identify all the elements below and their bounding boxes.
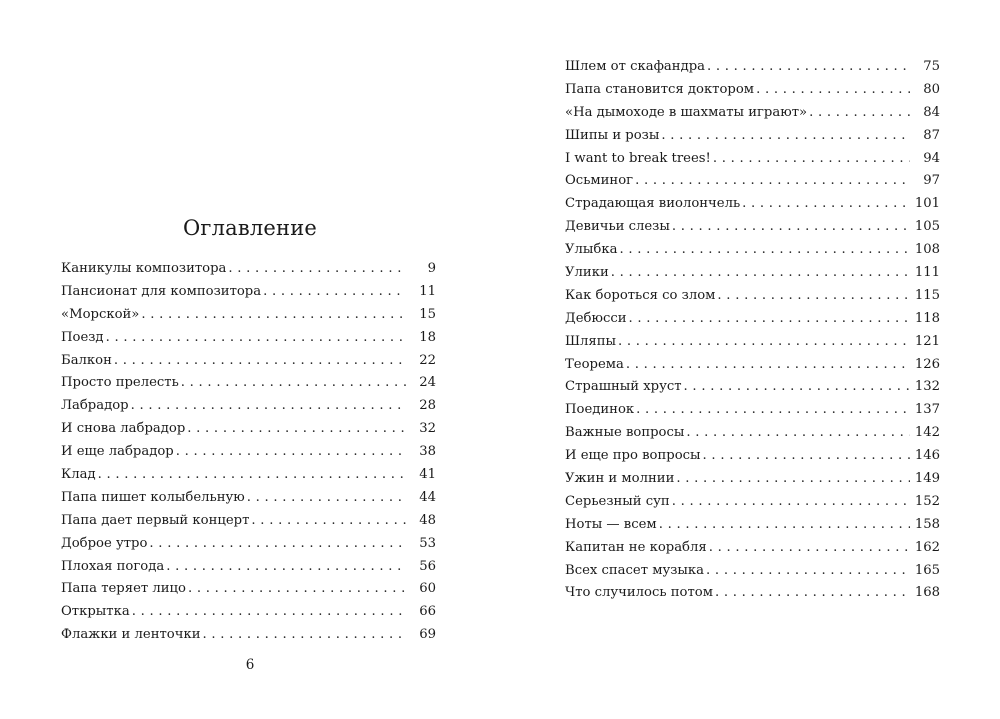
dot-leader [228, 258, 406, 281]
toc-entry [61, 578, 436, 601]
toc-entry-title: Теорема [565, 356, 624, 372]
toc-entry [61, 418, 436, 441]
toc-entry-title: Лабрадор [61, 398, 129, 414]
dot-leader [181, 372, 406, 395]
toc-entry-title: Шлем от скафандра [565, 59, 705, 74]
dot-leader [263, 281, 406, 304]
toc-entry [565, 422, 940, 445]
toc-entry-title: Флажки и ленточки [61, 627, 201, 643]
toc-entry [565, 491, 940, 514]
dot-leader [149, 533, 406, 556]
dot-leader [166, 556, 406, 579]
right-page [500, 0, 1000, 719]
toc-entry-title: И еще про вопросы [565, 448, 701, 464]
dot-leader [635, 170, 910, 193]
toc-entry [565, 125, 940, 148]
toc-entry-title: Осьминог [565, 173, 634, 189]
toc-entry-page-number: 56 [419, 558, 436, 574]
dot-leader [188, 578, 406, 601]
toc-entry-title: Доброе утро [61, 535, 148, 551]
toc-entry-title: Серьезный суп [565, 493, 670, 509]
dot-leader [636, 399, 910, 422]
toc-entry [61, 441, 436, 464]
toc-entry-title: Ноты — всем [565, 516, 657, 532]
toc-entry [565, 193, 940, 216]
toc-entry [565, 537, 940, 560]
toc-entry [565, 79, 940, 102]
toc-entry-title: Просто прелесть [61, 375, 179, 391]
dot-leader [611, 262, 910, 285]
toc-entry-page-number: 97 [923, 173, 940, 189]
dot-leader [684, 376, 910, 399]
toc-entry-title: Улики [565, 265, 609, 281]
toc-entry-page-number: 44 [419, 489, 436, 505]
toc-entry-title: Плохая погода [61, 558, 165, 574]
toc-entry [565, 239, 940, 262]
toc-entry-page-number: 165 [914, 562, 940, 578]
dot-leader [131, 395, 406, 418]
toc-entry-page-number: 168 [914, 585, 940, 601]
toc-entry-page-number: 66 [419, 604, 436, 620]
toc-entry-title: Капитан не корабля [565, 539, 707, 555]
toc-entry-title: Папа дает первый концерт [61, 512, 250, 528]
toc-entry-page-number: 48 [419, 512, 436, 528]
toc-entry [565, 308, 940, 331]
toc-entry [61, 350, 436, 373]
dot-leader [709, 537, 910, 560]
toc-entry-page-number: 18 [419, 329, 436, 345]
toc-list-right [565, 56, 940, 605]
toc-title: Оглавление [182, 216, 318, 240]
toc-entry [565, 354, 940, 377]
toc-entry [61, 624, 436, 647]
toc-entry-title: Каникулы композитора [61, 261, 227, 276]
toc-entry-page-number: 149 [914, 471, 940, 487]
toc-entry [565, 56, 940, 79]
toc-entry [61, 327, 436, 350]
toc-entry-title: «Морской» [61, 306, 140, 322]
toc-entry-title: «На дымоходе в шахматы играют» [565, 104, 808, 120]
toc-entry-page-number: 9 [427, 261, 436, 276]
toc-entry-page-number: 32 [419, 421, 436, 437]
toc-entry-page-number: 105 [914, 219, 940, 235]
toc-entry [61, 464, 436, 487]
toc-entry-page-number: 142 [914, 425, 940, 441]
dot-leader [132, 601, 406, 624]
dot-leader [251, 510, 406, 533]
toc-entry-title: Улыбка [565, 242, 618, 258]
toc-entry-page-number: 146 [914, 448, 940, 464]
toc-entry-page-number: 132 [914, 379, 940, 395]
page-number: 6 [245, 657, 255, 673]
toc-entry-title: Важные вопросы [565, 425, 685, 441]
dot-leader [715, 582, 910, 605]
toc-entry-page-number: 80 [923, 81, 940, 97]
toc-entry-page-number: 28 [419, 398, 436, 414]
toc-entry-page-number: 11 [419, 283, 436, 299]
dot-leader [706, 560, 910, 583]
dot-leader [141, 304, 406, 327]
toc-entry-title: Что случилось потом [565, 585, 713, 601]
dot-leader [247, 487, 406, 510]
toc-entry [61, 395, 436, 418]
dot-leader [98, 464, 406, 487]
toc-entry-page-number: 41 [419, 467, 436, 483]
toc-entry-page-number: 158 [914, 516, 940, 532]
toc-entry [61, 304, 436, 327]
dot-leader [187, 418, 406, 441]
toc-entry-title: Ужин и молнии [565, 471, 675, 487]
dot-leader [707, 56, 910, 79]
toc-entry [565, 514, 940, 537]
dot-leader [629, 308, 910, 331]
dot-leader [106, 327, 406, 350]
toc-entry-title: Девичьи слезы [565, 219, 670, 235]
dot-leader [202, 624, 406, 647]
toc-entry [61, 601, 436, 624]
toc-entry [565, 399, 940, 422]
toc-entry-title: И еще лабрадор [61, 444, 174, 460]
dot-leader [619, 239, 910, 262]
toc-entry-title: Поезд [61, 329, 104, 345]
dot-leader [661, 125, 910, 148]
toc-entry-page-number: 111 [914, 265, 940, 281]
dot-leader [176, 441, 406, 464]
toc-entry-page-number: 121 [914, 333, 940, 349]
toc-entry-page-number: 38 [419, 444, 436, 460]
toc-entry-page-number: 15 [419, 306, 436, 322]
toc-entry-title: Всех спасет музыка [565, 562, 705, 578]
toc-entry [565, 216, 940, 239]
toc-entry [565, 376, 940, 399]
toc-entry-page-number: 162 [914, 539, 940, 555]
toc-entry-page-number: 101 [914, 196, 940, 212]
toc-entry-page-number: 60 [419, 581, 436, 597]
dot-leader [618, 331, 910, 354]
toc-entry-title: Шляпы [565, 333, 617, 349]
toc-entry [61, 533, 436, 556]
toc-entry [565, 262, 940, 285]
toc-entry [61, 510, 436, 533]
toc-entry-title: Папа становится доктором [565, 81, 755, 97]
toc-entry-page-number: 75 [923, 59, 940, 74]
dot-leader [742, 193, 910, 216]
toc-entry-page-number: 108 [914, 242, 940, 258]
toc-entry-title: Папа теряет лицо [61, 581, 186, 597]
toc-entry [61, 258, 436, 281]
toc-entry-page-number: 126 [914, 356, 940, 372]
dot-leader [713, 148, 910, 171]
toc-entry-title: Страдающая виолончель [565, 196, 741, 212]
dot-leader [756, 79, 910, 102]
dot-leader [672, 491, 910, 514]
toc-entry [61, 556, 436, 579]
toc-entry [565, 560, 940, 583]
toc-entry [565, 582, 940, 605]
toc-entry-page-number: 84 [923, 104, 940, 120]
toc-entry-title: Открытка [61, 604, 130, 620]
toc-entry-page-number: 87 [923, 127, 940, 143]
dot-leader [686, 422, 910, 445]
toc-entry [61, 487, 436, 510]
toc-entry-page-number: 115 [914, 287, 940, 303]
toc-entry-page-number: 69 [419, 627, 436, 643]
dot-leader [703, 445, 910, 468]
toc-entry-page-number: 94 [923, 150, 940, 166]
toc-entry-page-number: 137 [914, 402, 940, 418]
toc-entry-title: Папа пишет колыбельную [61, 489, 245, 505]
toc-entry-title: Шипы и розы [565, 127, 660, 143]
toc-entry-title: Дебюсси [565, 310, 627, 326]
toc-entry-page-number: 53 [419, 535, 436, 551]
dot-leader [717, 285, 910, 308]
toc-entry-title: I want to break trees! [565, 150, 711, 166]
toc-entry [565, 170, 940, 193]
dot-leader [672, 216, 910, 239]
toc-entry [61, 281, 436, 304]
toc-entry-title: Клад [61, 467, 96, 483]
toc-entry-title: Пансионат для композитора [61, 283, 262, 299]
toc-entry [565, 285, 940, 308]
toc-entry [565, 468, 940, 491]
toc-entry [565, 102, 940, 125]
toc-list-left [61, 258, 436, 647]
toc-entry-title: Поединок [565, 402, 635, 418]
toc-entry [61, 372, 436, 395]
toc-entry-page-number: 24 [419, 375, 436, 391]
dot-leader [659, 514, 910, 537]
dot-leader [626, 354, 910, 377]
toc-entry [565, 331, 940, 354]
toc-entry-page-number: 118 [914, 310, 940, 326]
dot-leader [809, 102, 910, 125]
dot-leader [676, 468, 910, 491]
toc-entry [565, 445, 940, 468]
toc-entry-page-number: 22 [419, 352, 436, 368]
toc-entry-title: Как бороться со злом [565, 287, 716, 303]
toc-entry-title: Страшный хруст [565, 379, 682, 395]
toc-entry-page-number: 152 [914, 493, 940, 509]
dot-leader [114, 350, 406, 373]
toc-entry [565, 148, 940, 171]
toc-entry-title: Балкон [61, 352, 112, 368]
toc-entry-title: И снова лабрадор [61, 421, 186, 437]
